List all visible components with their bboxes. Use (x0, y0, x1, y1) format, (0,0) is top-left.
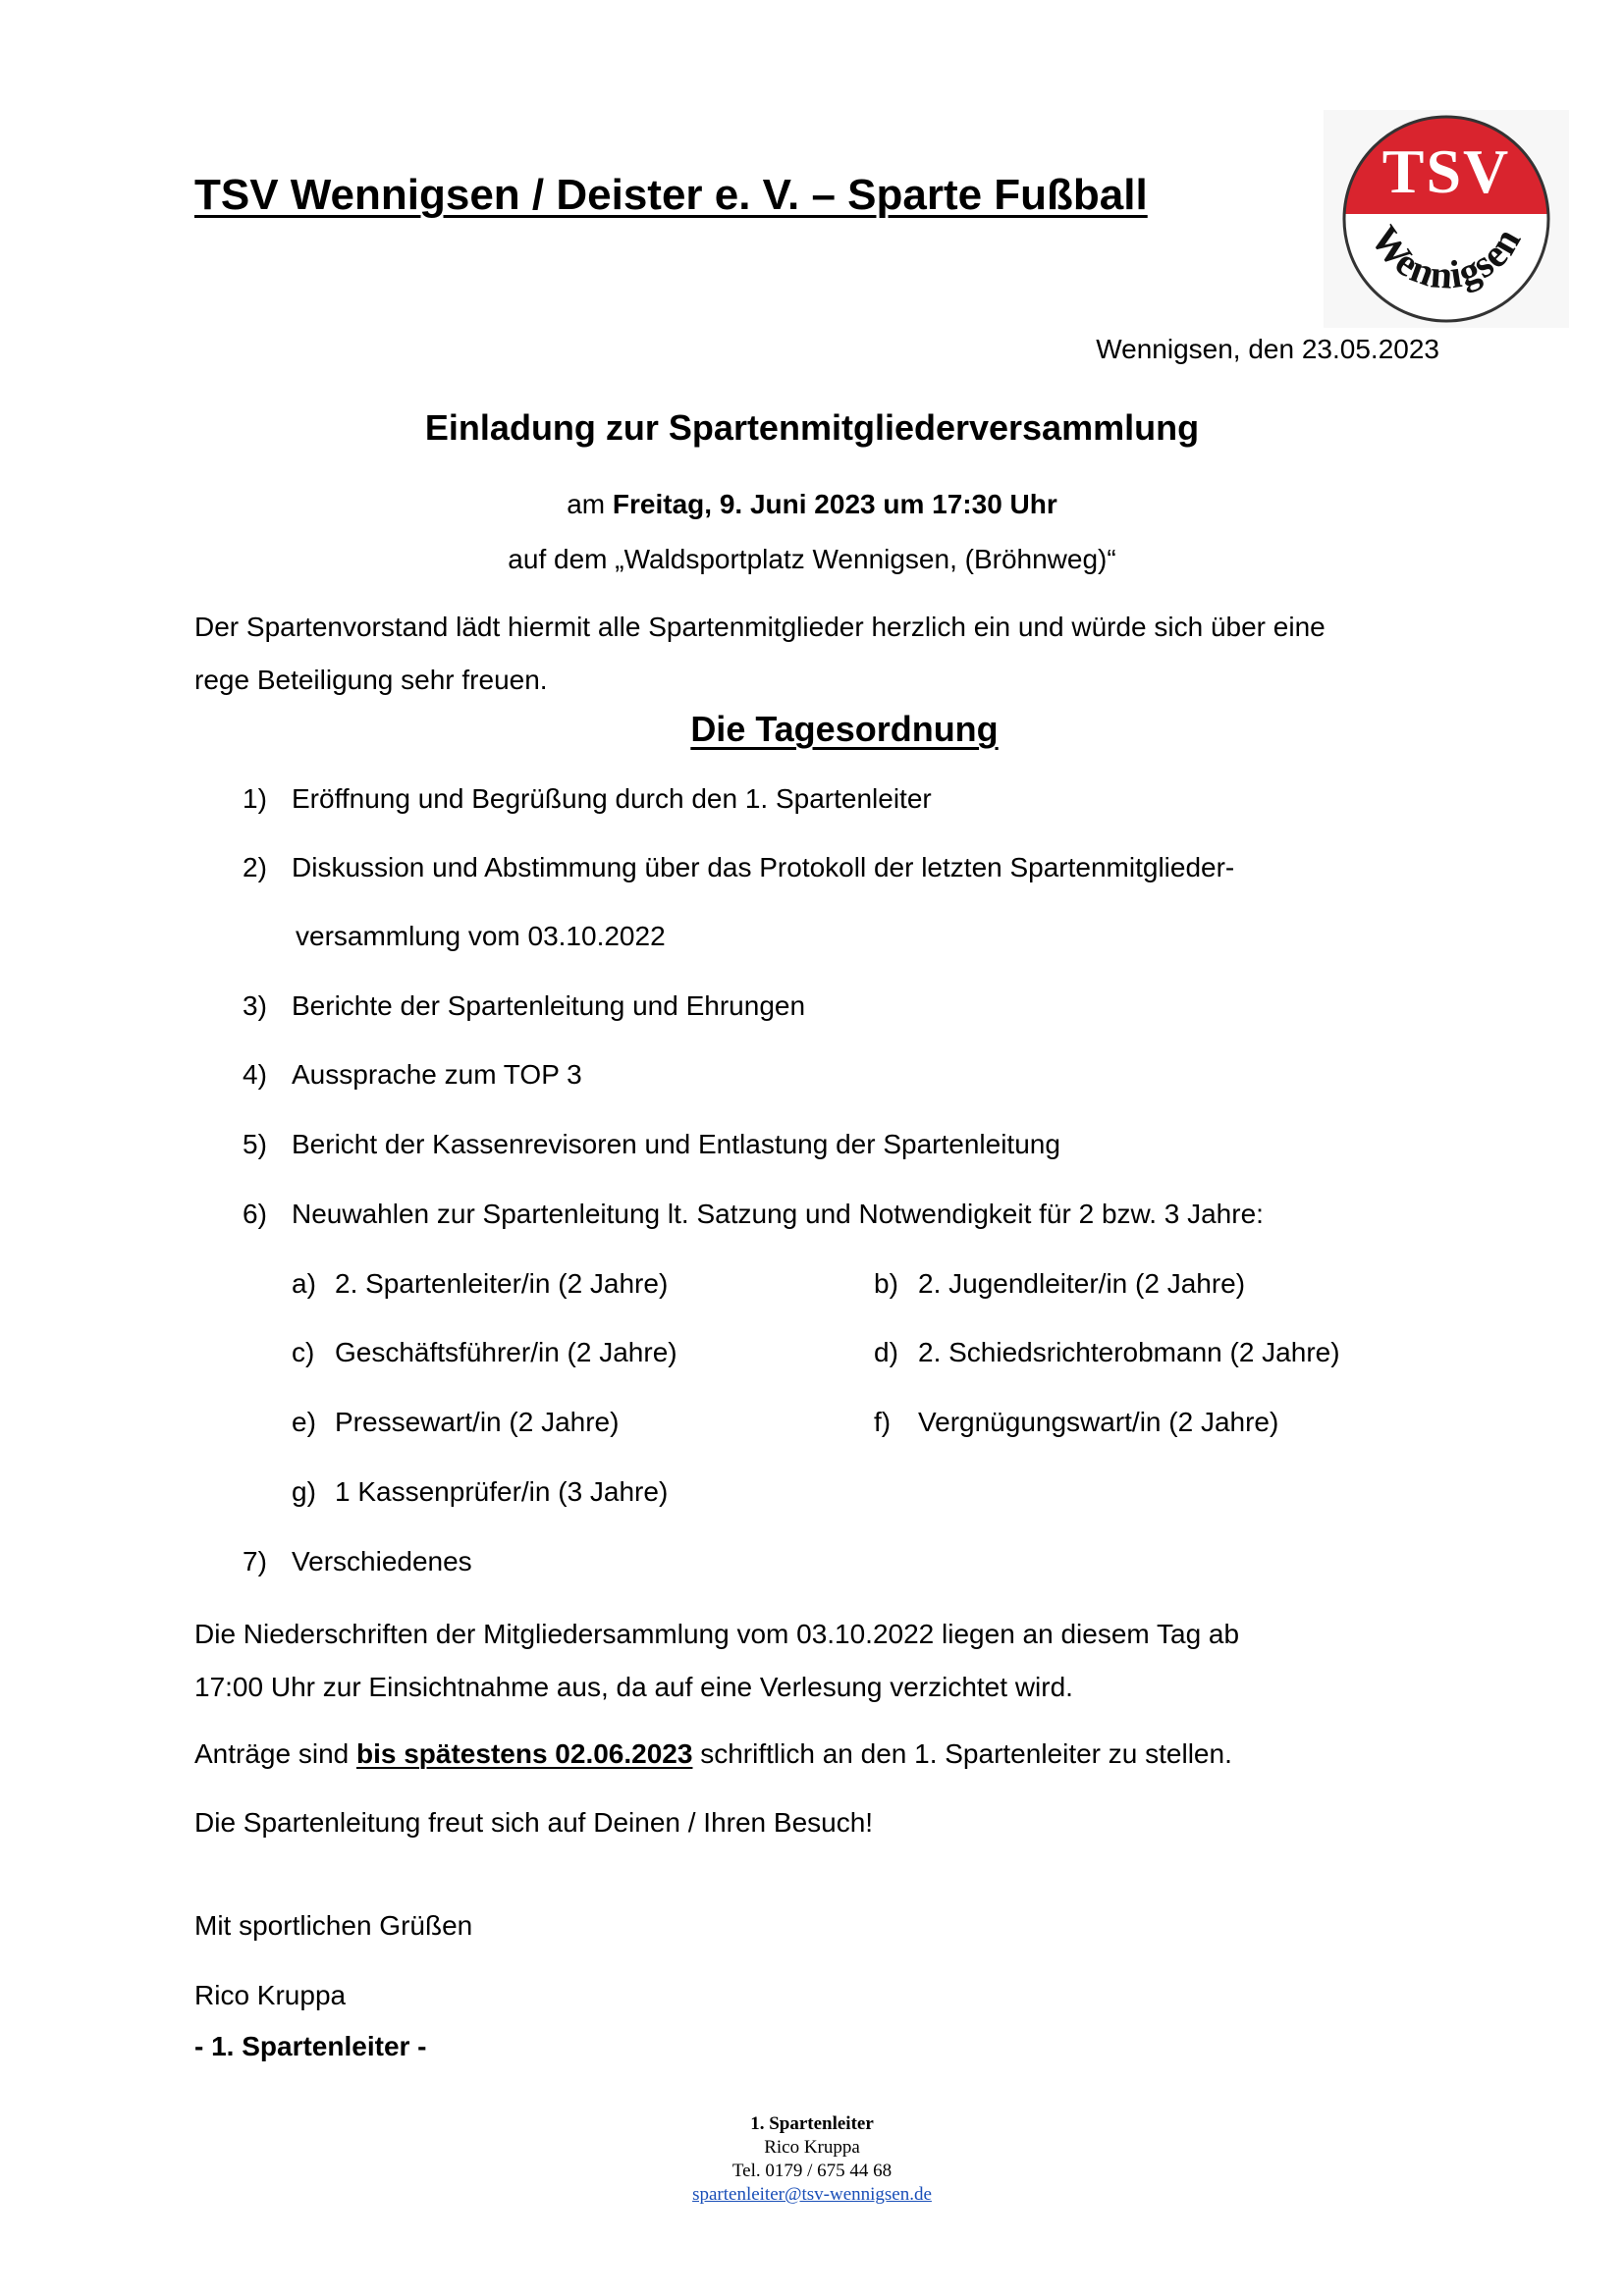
agenda-item-number: 5) (243, 1129, 267, 1159)
minutes-line: 17:00 Uhr zur Einsichtnahme aus, da auf eine Verlesung verzichtet wird. (194, 1672, 1073, 1702)
minutes-paragraph (194, 1608, 1239, 1714)
agenda-item-number: 6) (243, 1199, 267, 1229)
event-datetime: Freitag, 9. Juni 2023 um 17:30 Uhr (612, 489, 1057, 519)
election-position: Geschäftsführer/in (2 Jahre) (335, 1337, 677, 1367)
agenda-item-text: Eröffnung und Begrüßung durch den 1. Spartenleiter (292, 783, 932, 814)
logo-bottom-text: Wennigsen (1362, 217, 1530, 297)
election-letter: f) (874, 1407, 892, 1437)
intro-paragraph (194, 601, 1326, 707)
footer (0, 2112, 1624, 2207)
agenda-item-number: 1) (243, 783, 267, 814)
date-line: Wennigsen, den 23.05.2023 (1096, 334, 1439, 364)
agenda-heading: Die Tagesordnung (690, 709, 999, 749)
signer-role: - 1. Spartenleiter - (194, 2031, 427, 2061)
election-letter: d) (874, 1337, 898, 1367)
election-letter: e) (292, 1407, 316, 1437)
agenda-item-number: 2) (243, 852, 267, 882)
election-letter: c) (292, 1337, 315, 1367)
motions-suffix: schriftlich an den 1. Spartenleiter zu stellen. (692, 1738, 1232, 1769)
closing-line: Die Spartenleitung freut sich auf Deinen / Ihren Besuch! (194, 1807, 874, 1838)
footer-phone: Tel. 0179 / 675 44 68 (731, 2161, 893, 2181)
logo-top-text: TSV (1381, 136, 1511, 206)
agenda-item-text: Verschiedenes (292, 1546, 472, 1576)
election-position: 1 Kassenprüfer/in (3 Jahre) (335, 1476, 669, 1507)
document-title: TSV Wennigsen / Deister e. V. – Sparte Fußball (194, 171, 1148, 219)
election-position: 2. Jugendleiter/in (2 Jahre) (918, 1268, 1246, 1299)
invitation-heading: Einladung zur Spartenmitgliederversammlung (424, 407, 1200, 448)
greeting: Mit sportlichen Grüßen (194, 1910, 473, 1941)
agenda-item-number: 7) (243, 1546, 267, 1576)
footer-email-link[interactable]: spartenleiter@tsv-wennigsen.de (692, 2184, 932, 2205)
footer-role: 1. Spartenleiter (750, 2113, 874, 2134)
agenda-item-number: 4) (243, 1059, 267, 1090)
agenda-item-text: Neuwahlen zur Spartenleitung lt. Satzung und Notwendigkeit für 2 bzw. 3 Jahre: (292, 1199, 1264, 1229)
election-letter: a) (292, 1268, 316, 1299)
election-position: 2. Spartenleiter/in (2 Jahre) (335, 1268, 669, 1299)
election-letter: b) (874, 1268, 898, 1299)
motions-deadline: bis spätestens 02.06.2023 (356, 1738, 693, 1769)
agenda-item-text: Diskussion und Abstimmung über das Protokoll der letzten Spartenmitglieder- (292, 852, 1235, 882)
event-when-prefix: am (567, 489, 613, 519)
tsv-logo (1324, 110, 1569, 328)
intro-line: Der Spartenvorstand lädt hiermit alle Spartenmitglieder herzlich ein und würde sich über eine (194, 612, 1326, 642)
election-position: 2. Schiedsrichterobmann (2 Jahre) (918, 1337, 1340, 1367)
event-when (0, 489, 1624, 520)
motions-paragraph (194, 1728, 1232, 1781)
agenda-item-continuation: versammlung vom 03.10.2022 (296, 921, 666, 951)
agenda-item-text: Bericht der Kassenrevisoren und Entlastung der Spartenleitung (292, 1129, 1060, 1159)
election-position: Vergnügungswart/in (2 Jahre) (918, 1407, 1279, 1437)
election-position: Pressewart/in (2 Jahre) (335, 1407, 620, 1437)
intro-line: rege Beteiligung sehr freuen. (194, 665, 548, 695)
agenda-item-text: Aussprache zum TOP 3 (292, 1059, 582, 1090)
agenda-item-text: Berichte der Spartenleitung und Ehrungen (292, 990, 806, 1021)
event-where: auf dem „Waldsportplatz Wennigsen, (Bröhnweg)“ (508, 544, 1116, 574)
motions-prefix: Anträge sind (194, 1738, 356, 1769)
agenda-item-number: 3) (243, 990, 267, 1021)
minutes-line: Die Niederschriften der Mitgliedersammlung vom 03.10.2022 liegen an diesem Tag ab (194, 1619, 1240, 1649)
footer-name: Rico Kruppa (764, 2137, 860, 2158)
signer-name: Rico Kruppa (194, 1980, 347, 2010)
election-letter: g) (292, 1476, 316, 1507)
